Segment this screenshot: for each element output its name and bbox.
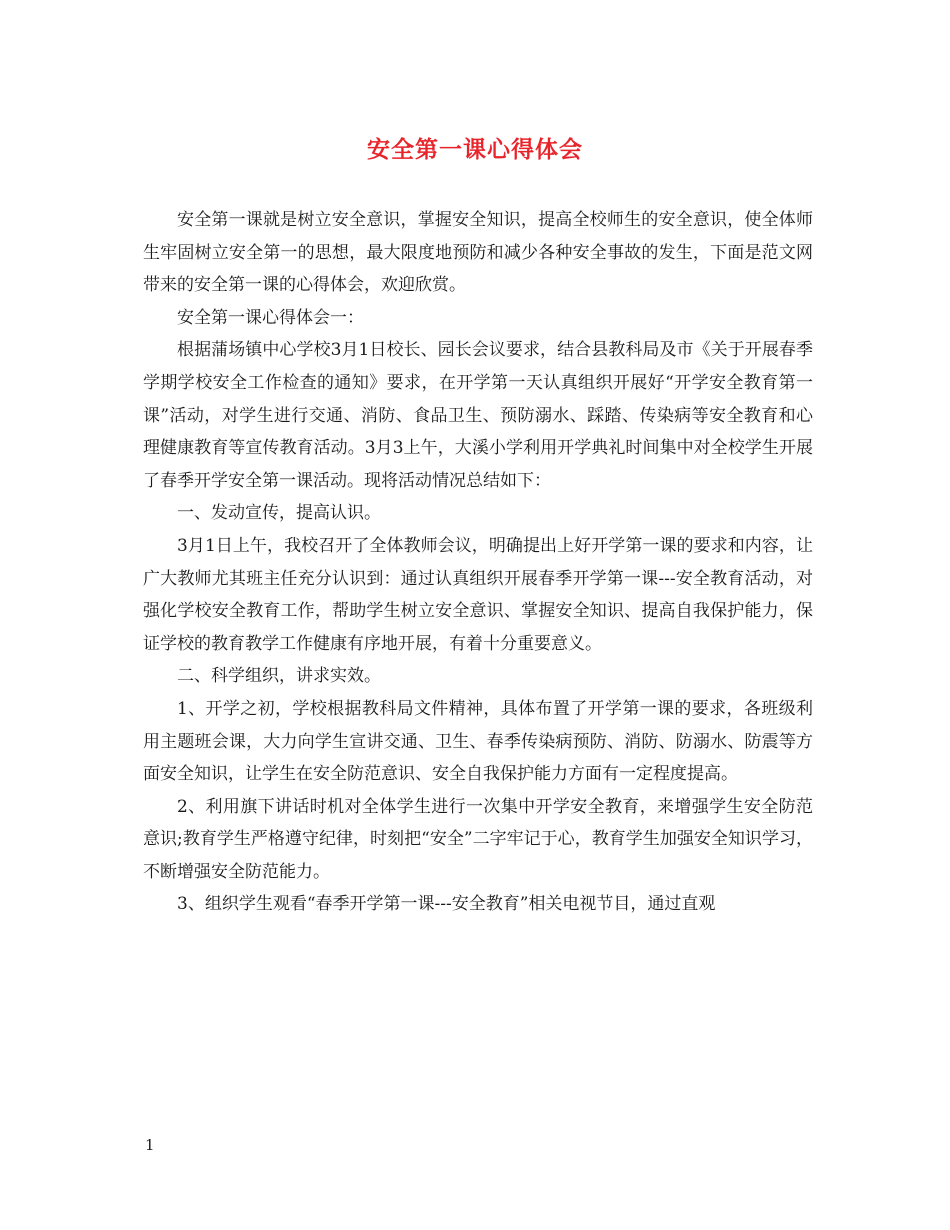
paragraph-intro: 安全第一课就是树立安全意识，掌握安全知识，提高全校师生的安全意识，使全体师生牢固树立安全第一的思想，最大限度地预防和减少各种安全事故的发生，下面是范文网带来的安全第一课的心得体会，欢迎欣赏。 <box>143 210 813 296</box>
paragraph-heading-two: 二、科学组织，讲求实效。 <box>177 666 381 687</box>
paragraph-meeting: 3月1日上午，我校召开了全体教师会议，明确提出上好开学第一课的要求和内容，让广大教师尤其班主任充分认识到：通过认真组织开展春季开学第一课---安全教育活动，对强化学校安全教育工作，帮助学生树立安全意识、掌握安全知识、提高自我保护能力，保证学校的教育教学工作健康有序地开展，有着十分重要意义。 <box>143 535 813 654</box>
paragraph-heading-one: 一、发动宣传，提高认识。 <box>177 503 381 524</box>
page-number: 1 <box>145 1136 155 1154</box>
document-title: 安全第一课心得体会 <box>367 136 583 163</box>
paragraph-item-three: 3、组织学生观看“春季开学第一课---安全教育”相关电视节目，通过直观 <box>177 894 716 915</box>
paragraph-item-one: 1、开学之初，学校根据教科局文件精神，具体布置了开学第一课的要求，各班级利用主题班会课，大力向学生宣讲交通、卫生、春季传染病预防、消防、防溺水、防震等方面安全知识，让学生在安全防范意识、安全自我保护能力方面有一定程度提高。 <box>143 698 813 785</box>
paragraph-item-two: 2、利用旗下讲话时机对全体学生进行一次集中开学安全教育，来增强学生安全防范意识;教育学生严格遵守纪律，时刻把“安全”二字牢记于心，教育学生加强安全知识学习，不断增强安全防范能力。 <box>143 796 813 882</box>
paragraph-background: 根据蒲场镇中心学校3月1日校长、园长会议要求，结合县教科局及市《关于开展春季学期学校安全工作检查的通知》要求，在开学第一天认真组织开展好“开学安全教育第一课”活动，对学生进行交通、消防、食品卫生、预防溺水、踩踏、传染病等安全教育和心理健康教育等宣传教育活动。3月3上午，大溪小学利用开学典礼时间集中对全校学生开展了春季开学安全第一课活动。现将活动情况总结如下： <box>143 340 813 491</box>
paragraph-section-heading: 安全第一课心得体会一： <box>177 307 364 328</box>
document-body <box>143 204 813 921</box>
